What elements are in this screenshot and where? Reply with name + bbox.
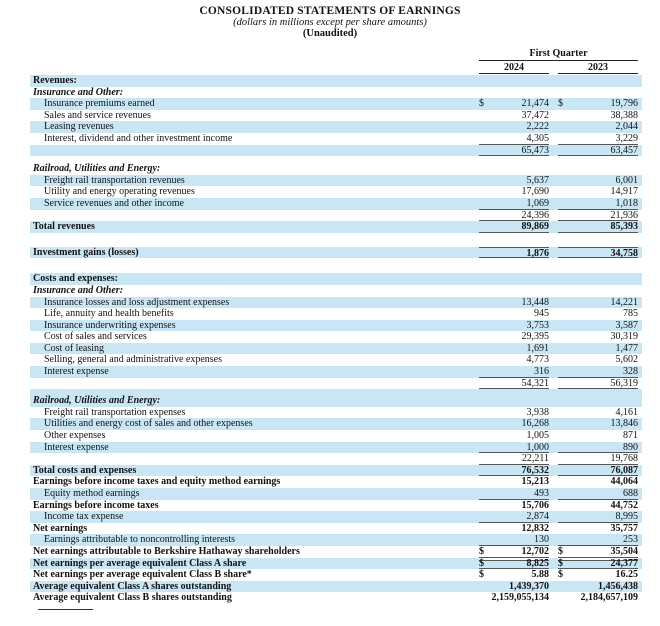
row-label: Railroad, Utilities and Energy:	[33, 163, 161, 175]
currency-symbol: $	[479, 569, 484, 581]
table-row	[30, 354, 642, 366]
amount: 19,768	[610, 453, 638, 465]
amount: 1,005	[526, 430, 549, 442]
row-label: Utilities and energy cost of sales and other expenses	[44, 418, 253, 430]
amount: 24,377	[610, 557, 638, 569]
value-2024	[479, 198, 549, 210]
table-row	[30, 465, 642, 477]
amount: 12,702	[521, 545, 549, 557]
table-row	[30, 221, 642, 233]
row-label: Selling, general and administrative expenses	[44, 354, 223, 366]
value-2024	[479, 331, 549, 343]
row-label: Insurance and Other:	[33, 284, 124, 296]
row-label: Investment gains (losses)	[33, 246, 139, 258]
table-row	[30, 488, 642, 500]
amount: 35,504	[610, 545, 638, 557]
amount: 13,846	[610, 418, 638, 430]
value-2023	[558, 534, 638, 546]
amount: 14,221	[610, 296, 638, 308]
table-row	[30, 569, 642, 581]
row-label	[33, 378, 479, 390]
amount: 316	[534, 366, 549, 378]
row-label: Freight rail transportation revenues	[44, 174, 185, 186]
table-row	[30, 534, 642, 546]
amount: 871	[623, 430, 638, 442]
amount: 16,268	[521, 418, 549, 430]
value-2024	[479, 163, 549, 175]
value-2024	[479, 175, 549, 187]
value-2024	[479, 210, 549, 222]
statement-table	[30, 75, 642, 604]
year-columns	[479, 61, 638, 74]
table-row	[30, 453, 642, 465]
value-2023	[558, 500, 638, 512]
value-2024	[479, 221, 549, 233]
row-label: Average equivalent Class A shares outstanding	[33, 580, 232, 592]
spacer-row	[30, 156, 642, 163]
statement-subtitle: (dollars in millions except per share amounts)	[233, 17, 427, 28]
amount: 1,069	[526, 197, 549, 209]
amount: 15,213	[521, 476, 549, 488]
row-label	[33, 453, 479, 465]
amount: 76,532	[521, 464, 549, 476]
row-label: Utility and energy operating revenues	[44, 186, 195, 198]
row-label: Cost of leasing	[44, 342, 104, 354]
table-row	[30, 87, 642, 99]
table-row	[30, 210, 642, 222]
currency-symbol: $	[479, 545, 484, 557]
table-row	[30, 98, 642, 110]
statement-header	[0, 0, 660, 39]
table-row	[30, 418, 642, 430]
value-2024	[479, 453, 549, 465]
row-label: Interest, dividend and other investment income	[44, 132, 233, 144]
amount: 44,752	[610, 499, 638, 511]
value-2024	[479, 145, 549, 157]
currency-symbol: $	[558, 557, 563, 569]
amount: 44,064	[610, 476, 638, 488]
row-label: Insurance and Other:	[33, 86, 124, 98]
amount: 89,869	[521, 221, 549, 233]
amount: 890	[623, 441, 638, 453]
amount: 15,706	[521, 499, 549, 511]
row-label: Total revenues	[33, 221, 95, 233]
value-2023	[558, 285, 638, 297]
spacer-row	[30, 258, 642, 273]
footnote-divider	[38, 609, 93, 610]
value-2024	[479, 465, 549, 477]
value-2023	[558, 75, 638, 87]
value-2024	[479, 592, 549, 604]
value-2023	[558, 297, 638, 309]
value-2023	[558, 163, 638, 175]
amount: 35,757	[610, 522, 638, 534]
table-row	[30, 343, 642, 355]
table-row	[30, 581, 642, 593]
table-row	[30, 145, 642, 157]
row-label: Net earnings attributable to Berkshire Hathaway shareholders	[33, 545, 300, 557]
value-2024	[479, 297, 549, 309]
table-row	[30, 395, 642, 407]
currency-symbol: $	[558, 545, 563, 557]
row-label: Total costs and expenses	[33, 464, 137, 476]
row-label	[33, 145, 479, 157]
value-2023	[558, 592, 638, 604]
table-row	[30, 163, 642, 175]
value-2023	[558, 98, 638, 110]
table-row	[30, 133, 642, 145]
amount: 21,474	[521, 98, 549, 110]
value-2024	[479, 133, 549, 145]
table-row	[30, 430, 642, 442]
table-row	[30, 592, 642, 604]
amount: 5.88	[531, 569, 549, 581]
value-2023	[558, 546, 638, 558]
table-row	[30, 442, 642, 454]
table-row	[30, 500, 642, 512]
value-2024	[479, 247, 549, 259]
value-2024	[479, 418, 549, 430]
value-2023	[558, 331, 638, 343]
value-2023	[558, 175, 638, 187]
amount: 56,319	[610, 377, 638, 389]
value-2024	[479, 110, 549, 122]
table-row	[30, 511, 642, 523]
value-2023	[558, 186, 638, 198]
amount: 30,319	[610, 331, 638, 343]
amount: 945	[534, 308, 549, 320]
row-label: Average equivalent Class B shares outstanding	[33, 592, 232, 604]
amount: 1,439,370	[509, 580, 549, 592]
amount: 4,161	[615, 406, 638, 418]
table-row	[30, 476, 642, 488]
amount: 37,472	[521, 109, 549, 121]
value-2023	[558, 110, 638, 122]
table-row	[30, 198, 642, 210]
amount: 19,796	[610, 98, 638, 110]
row-label: Service revenues and other income	[44, 197, 184, 209]
amount: 29,395	[521, 331, 549, 343]
table-row	[30, 175, 642, 187]
table-row	[30, 546, 642, 558]
amount: 785	[623, 308, 638, 320]
value-2023	[558, 221, 638, 233]
value-2024	[479, 354, 549, 366]
table-row	[30, 366, 642, 378]
amount: 12,832	[521, 522, 549, 534]
table-row	[30, 308, 642, 320]
value-2024	[479, 366, 549, 378]
value-2024	[479, 534, 549, 546]
row-label: Net earnings per average equivalent Class B share*	[33, 569, 252, 581]
table-row	[30, 186, 642, 198]
amount: 24,396	[521, 209, 549, 221]
amount: 21,936	[610, 209, 638, 221]
table-row	[30, 558, 642, 570]
amount: 688	[623, 488, 638, 499]
value-2024	[479, 430, 549, 442]
table-row	[30, 110, 642, 122]
value-2024	[479, 442, 549, 454]
amount: 4,305	[526, 132, 549, 144]
value-2023	[558, 395, 638, 407]
value-2024	[479, 75, 549, 87]
row-label: Sales and service revenues	[44, 109, 151, 121]
value-2023	[558, 378, 638, 390]
amount: 38,388	[610, 109, 638, 121]
value-2024	[479, 546, 549, 558]
row-label: Earnings before income taxes and equity method earnings	[33, 476, 281, 488]
value-2023	[558, 145, 638, 157]
value-2023	[558, 133, 638, 145]
value-2024	[479, 581, 549, 593]
table-row	[30, 378, 642, 390]
amount: 17,690	[521, 186, 549, 198]
value-2023	[558, 488, 638, 500]
value-2023	[558, 569, 638, 581]
table-row	[30, 285, 642, 297]
table-row	[30, 121, 642, 133]
table-row	[30, 297, 642, 309]
year-column-2023: 2023	[558, 62, 638, 74]
value-2023	[558, 198, 638, 210]
value-2023	[558, 453, 638, 465]
value-2023	[558, 476, 638, 488]
row-label: Net earnings	[33, 522, 88, 534]
value-2023	[558, 511, 638, 523]
value-2024	[479, 87, 549, 99]
value-2024	[479, 121, 549, 133]
value-2023	[558, 247, 638, 259]
row-label: Net earnings per average equivalent Class A share	[33, 557, 247, 569]
amount: 493	[534, 488, 549, 499]
value-2024	[479, 273, 549, 285]
amount: 1,018	[615, 197, 638, 209]
amount: 2,874	[526, 511, 549, 523]
amount: 3,587	[615, 319, 638, 331]
amount: 3,229	[615, 132, 638, 144]
amount: 5,637	[526, 174, 549, 186]
value-2024	[479, 476, 549, 488]
amount: 1,876	[526, 247, 549, 259]
value-2023	[558, 407, 638, 419]
value-2024	[479, 320, 549, 332]
table-row	[30, 247, 642, 259]
table-row	[30, 273, 642, 285]
currency-symbol: $	[479, 98, 484, 110]
value-2024	[479, 395, 549, 407]
row-label: Earnings before income taxes	[33, 499, 159, 511]
currency-symbol: $	[479, 557, 484, 569]
amount: 253	[623, 534, 638, 546]
amount: 76,087	[610, 464, 638, 476]
row-label: Insurance losses and loss adjustment expenses	[44, 296, 230, 308]
value-2023	[558, 430, 638, 442]
value-2023	[558, 210, 638, 222]
amount: 13,448	[521, 296, 549, 308]
value-2023	[558, 354, 638, 366]
row-label: Other expenses	[44, 430, 106, 442]
value-2024	[479, 569, 549, 581]
row-label: Insurance underwriting expenses	[44, 319, 176, 331]
value-2024	[479, 378, 549, 390]
value-2024	[479, 186, 549, 198]
amount: 22,211	[521, 453, 549, 465]
row-label: Insurance premiums earned	[44, 98, 155, 110]
row-label: Railroad, Utilities and Energy:	[33, 395, 161, 407]
amount: 2,044	[615, 121, 638, 133]
row-label: Costs and expenses:	[33, 273, 119, 285]
value-2023	[558, 581, 638, 593]
value-2023	[558, 418, 638, 430]
amount: 328	[623, 366, 638, 378]
amount: 65,473	[521, 144, 549, 156]
unaudited-note: (Unaudited)	[302, 28, 358, 39]
value-2024	[479, 511, 549, 523]
amount: 4,773	[526, 354, 549, 366]
currency-symbol: $	[558, 98, 563, 110]
amount: 1,456,438	[598, 580, 638, 592]
row-label: Life, annuity and health benefits	[44, 308, 174, 320]
value-2023	[558, 558, 638, 570]
table-row	[30, 331, 642, 343]
amount: 8,995	[615, 511, 638, 523]
amount: 2,184,657,109	[580, 592, 638, 604]
table-row	[30, 407, 642, 419]
amount: 5,602	[615, 354, 638, 366]
value-2024	[479, 343, 549, 355]
amount: 8,825	[526, 557, 549, 569]
value-2023	[558, 343, 638, 355]
period-header: First Quarter	[479, 48, 638, 61]
year-column-2024: 2024	[479, 62, 549, 74]
amount: 16.25	[615, 569, 638, 581]
value-2023	[558, 442, 638, 454]
table-row	[30, 320, 642, 332]
value-2024	[479, 523, 549, 535]
row-label: Equity method earnings	[44, 488, 140, 499]
statement-title: CONSOLIDATED STATEMENTS OF EARNINGS	[199, 5, 461, 17]
value-2023	[558, 465, 638, 477]
amount: 1,000	[526, 441, 549, 453]
row-label: Freight rail transportation expenses	[44, 406, 186, 418]
spacer-row	[30, 233, 642, 247]
amount: 2,222	[526, 121, 549, 133]
amount: 63,457	[610, 144, 638, 156]
value-2024	[479, 558, 549, 570]
amount: 130	[534, 534, 549, 546]
value-2024	[479, 488, 549, 500]
amount: 1,691	[526, 342, 549, 354]
value-2024	[479, 285, 549, 297]
row-label: Earnings attributable to noncontrolling interests	[44, 534, 236, 546]
row-label: Income tax expense	[44, 511, 124, 523]
value-2024	[479, 500, 549, 512]
value-2023	[558, 121, 638, 133]
table-row	[30, 75, 642, 87]
row-label: Leasing revenues	[44, 121, 114, 133]
row-label: Interest expense	[44, 441, 109, 453]
amount: 34,758	[610, 247, 638, 259]
amount: 3,938	[526, 406, 549, 418]
currency-symbol: $	[558, 569, 563, 581]
amount: 2,159,055,134	[491, 592, 549, 604]
value-2024	[479, 407, 549, 419]
value-2023	[558, 320, 638, 332]
value-2023	[558, 87, 638, 99]
value-2023	[558, 523, 638, 535]
row-label: Interest expense	[44, 366, 109, 378]
value-2023	[558, 366, 638, 378]
value-2023	[558, 273, 638, 285]
amount: 6,001	[615, 174, 638, 186]
row-label: Revenues:	[33, 75, 77, 86]
amount: 54,321	[521, 377, 549, 389]
amount: 85,393	[610, 221, 638, 233]
amount: 3,753	[526, 319, 549, 331]
table-row	[30, 523, 642, 535]
row-label	[33, 210, 479, 222]
value-2024	[479, 308, 549, 320]
column-headers	[479, 48, 638, 74]
value-2023	[558, 308, 638, 320]
amount: 1,477	[615, 342, 638, 354]
amount: 14,917	[610, 186, 638, 198]
value-2024	[479, 98, 549, 110]
row-label: Cost of sales and services	[44, 331, 147, 343]
